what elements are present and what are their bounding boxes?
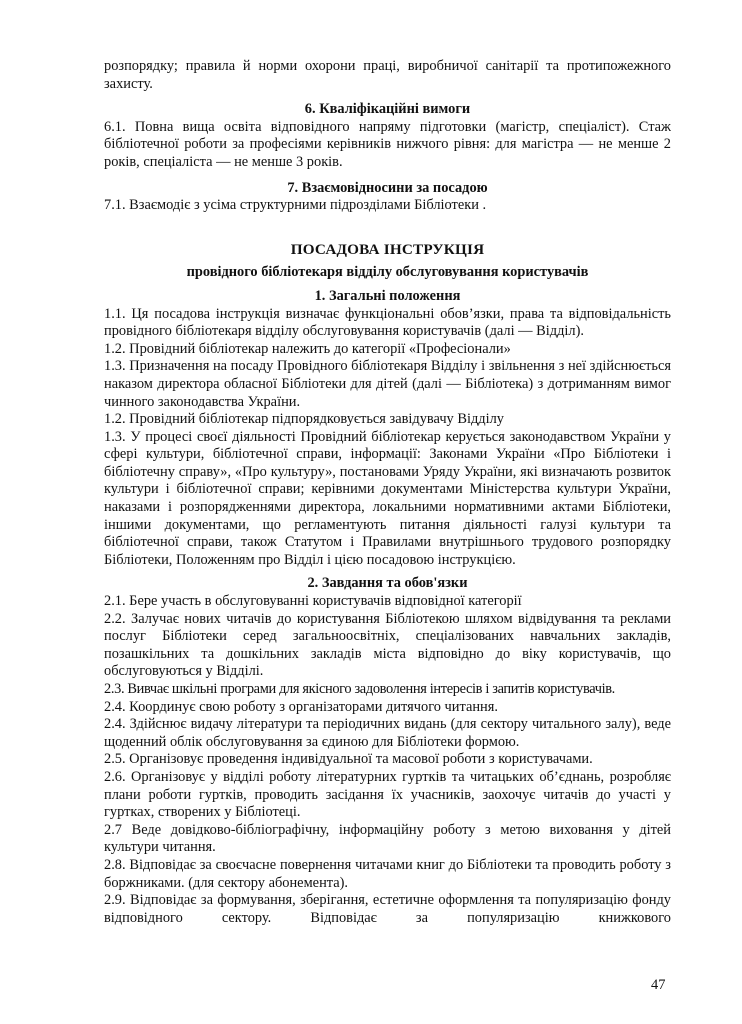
section-heading-general: 1. Загальні положення (314, 287, 461, 304)
paragraph-7-1: 7.1. Взаємодіє з усіма структурними підрозділами Бібліотеки . (104, 197, 487, 214)
paragraph-2-5: 2.5. Організовує проведення індивідуальної та масової роботи з користувачами. (104, 751, 593, 768)
paragraph-2-4b: 2.4. Здійснює видачу літератури та періодичних видань (для сектору читального залу), веде щоденний облік обслуговування за єдиною для Бібліотеки формою. (104, 716, 671, 750)
paragraph-2-9: 2.9. Відповідає за формування, зберігання, естетичне оформлення та популяризацію фонду відповідного сектору. Відповідає за популяризацію книжкового (104, 892, 671, 926)
page-number: 47 (651, 977, 666, 993)
paragraph-2-1: 2.1. Бере участь в обслуговуванні користувачів відповідної категорії (104, 593, 522, 610)
paragraph-2-8: 2.8. Відповідає за своєчасне повернення читачами книг до Бібліотеки та проводить роботу з боржниками. (для сектору абонемента). (104, 856, 671, 891)
instruction-title: ПОСАДОВА ІНСТРУКЦІЯ (290, 240, 485, 258)
section-heading-duties: 2. Завдання та обов'язки (307, 575, 468, 592)
paragraph-1-3: 1.3. Призначення на посаду Провідного бібліотекаря Відділу і звільнення з неї здійснюється наказом директора обласної Бібліотеки для дітей (далі — Бібліотека) з дотриманням вимог чинного законодавства України. (104, 358, 671, 410)
paragraph-1-1: 1.1. Ця посадова інструкція визначає функціональні обов’язки, права та відповідальність провідного бібліотекаря відділу обслуговування користувачів (далі — Відділ). (104, 305, 671, 340)
continuation-paragraph: розпорядку; правила й норми охорони праці, виробничої санітарії та протипожежного захисту. (104, 58, 671, 92)
paragraph-1-2b: 1.2. Провідний бібліотекар підпорядковується завідувачу Відділу (104, 411, 504, 428)
paragraph-1-2: 1.2. Провідний бібліотекар належить до категорії «Професіонали» (104, 340, 511, 357)
section-heading-relations: 7. Взаємовідносини за посадою (287, 179, 488, 196)
paragraph-2-4: 2.4. Координує свою роботу з організаторами дитячого читання. (104, 698, 498, 715)
paragraph-6-1: 6.1. Повна вища освіта відповідного напряму підготовки (магістр, спеціаліст). Стаж бібліотечної роботи за професіями керівників нижчого рівня: для магістра — не менше 2 років, спеціаліста — не менше 3 років. (104, 118, 671, 170)
paragraph-2-2: 2.2. Залучає нових читачів до користування Бібліотекою шляхом відвідування та реклами послуг Бібліотеки серед загальноосвітніх, спеціалізованих навчальних закладів, позашкільних та дошкільних закладів міста відповідно до віку користувачів, що обслуговуються у Відділі. (104, 610, 671, 680)
paragraph-1-3b: 1.3. У процесі своєї діяльності Провідний бібліотекар керується законодавством України у сфері культури, бібліотечної справи, інформації: Законами України «Про Бібліотеки і бібліотечну справу», «Про культуру», постановами Уряду України, які визначають розвиток культури і бібліотечної справи; керівними документами Міністерства культури України, наказами і розпорядженнями директора, локальними нормативними актами Бібліотеки, іншими документами, що регламентують питання діяльності галузі культури та бібліотечної справи, також Статутом і Правилами внутрішнього трудового розпорядку Бібліотеки, Положенням про Відділ і цією посадовою інструкцією. (104, 428, 671, 568)
paragraph-2-7: 2.7 Веде довідково-бібліографічну, інформаційну роботу з метою виховання у дітей культури читання. (104, 821, 671, 856)
section-heading-qualifications: 6. Кваліфікаційні вимоги (304, 101, 471, 118)
paragraph-2-3: 2.3. Вивчає шкільні програми для якісного задоволення інтересів і запитів користувачів. (104, 681, 615, 697)
document-page (104, 58, 671, 927)
paragraph-2-6: 2.6. Організовує у відділі роботу літературних гуртків та читацьких об’єднань, розробляє плани роботи гуртків, проводить засідання їх учасників, заохочує читачів до участі у гуртках, створених у Бібліотеці. (104, 768, 671, 821)
instruction-subtitle: провідного бібліотекаря відділу обслуговування користувачів (186, 264, 589, 281)
